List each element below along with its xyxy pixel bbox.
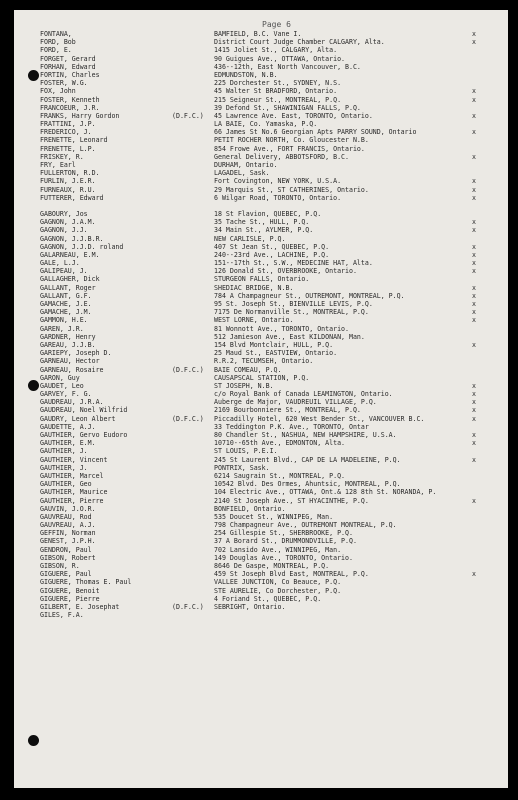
address: 254 Gillespie St., SHERBROOKE, P.Q. <box>214 529 353 538</box>
check-mark: x <box>472 300 476 308</box>
address: 37 A Borard St., DRUMMONDVILLE, P.Q. <box>214 537 357 546</box>
person-name: FONTANA, <box>40 30 72 38</box>
address: 25 Maud St., EASTVIEW, Ontario. <box>214 349 338 358</box>
person-name: GABOURY, Jos <box>40 209 88 218</box>
roster-row <box>14 267 508 275</box>
person-name: GAUDET, Leo <box>40 381 84 390</box>
person-name: GALLAGHER, Dick <box>40 275 100 284</box>
check-mark: x <box>472 226 476 235</box>
roster-row <box>14 120 508 128</box>
person-name: GAUVREAU, A.J. <box>40 521 96 530</box>
address: 95 St. Joseph St., BIENVILLE LEVIS, P.Q. <box>214 300 373 308</box>
person-name: GALIPEAU, J. <box>40 267 88 276</box>
roster-group-f <box>14 30 508 202</box>
address: 240--23rd Ave., LACHINE, P.Q. <box>214 250 330 259</box>
roster-row <box>14 333 508 341</box>
roster-row <box>14 128 508 136</box>
roster-row <box>14 243 508 251</box>
address: 39 Defond St., SHAWINIGAN FALLS, P.Q. <box>214 103 361 112</box>
person-name: FUTTERER, Edward <box>40 193 104 202</box>
address: 66 James St No.6 Georgian Apts PARRY SOUND, Ontario <box>214 128 417 137</box>
check-mark: x <box>472 193 476 202</box>
decoration: (D.F.C.) <box>172 365 204 374</box>
roster-row <box>14 177 508 185</box>
person-name: FORD, E. <box>40 46 72 55</box>
address: 45 Walter St BRADFORD, Ontario. <box>214 87 338 96</box>
address: 8646 De Gaspe, MONTREAL, P.Q. <box>214 562 330 570</box>
person-name: GIGUERE, Thomas E. Paul <box>40 578 132 587</box>
address: 10710--65th Ave., EDMONTON, Alta. <box>214 439 346 448</box>
check-mark: x <box>472 431 476 439</box>
roster-row <box>14 186 508 194</box>
roster-row <box>14 55 508 63</box>
check-mark: x <box>472 283 476 292</box>
address: 215 Seigneur St., MONTREAL, P.Q. <box>214 95 342 104</box>
person-name: GALARNEAU, E.M. <box>40 250 100 259</box>
address: 6 Wilgar Road, TORONTO, Ontario. <box>214 193 342 202</box>
roster-row <box>14 587 508 595</box>
person-name: GAUTHIER, Pierre <box>40 496 104 505</box>
check-mark: x <box>472 218 476 227</box>
person-name: GAUTHIER, Vincent <box>40 455 108 464</box>
roster-row <box>14 357 508 365</box>
roster-row <box>14 145 508 153</box>
check-mark: x <box>472 308 476 317</box>
address: 2169 Bourbonniere St., MONTREAL, P.Q. <box>214 406 361 415</box>
person-name: GARVEY, F. G. <box>40 390 92 399</box>
address: BAMFIELD, B.C. Vane I. <box>214 30 302 38</box>
person-name: GEFFIN, Norman <box>40 529 96 538</box>
person-name: GAMMON, H.E. <box>40 316 88 325</box>
person-name: GIBSON, Robert <box>40 553 96 562</box>
address: BONFIELD, Ontario. <box>214 504 286 513</box>
person-name: GAUTHIER, Marcel <box>40 471 104 480</box>
decoration: (D.F.C.) <box>172 602 204 611</box>
address: 459 St Joseph Blvd East, MONTREAL, P.Q. <box>214 570 369 579</box>
check-mark: x <box>472 128 476 137</box>
roster-row <box>14 562 508 570</box>
roster-row <box>14 284 508 292</box>
roster-row <box>14 226 508 234</box>
check-mark: x <box>472 38 476 47</box>
roster-row <box>14 497 508 505</box>
address: 29 Marquis St., ST CATHERINES, Ontario. <box>214 185 369 194</box>
address: ST LOUIS, P.E.I. <box>214 447 278 456</box>
roster-row <box>14 30 508 38</box>
person-name: FRISKEY, R. <box>40 152 84 161</box>
roster-row <box>14 505 508 513</box>
address: STURGEON FALLS, Ontario. <box>214 275 310 284</box>
roster-row <box>14 366 508 374</box>
address: 90 Guigues Ave., OTTAWA, Ontario. <box>214 54 346 63</box>
person-name: GAUVREAU, Rod <box>40 512 92 521</box>
check-mark: x <box>472 570 476 579</box>
address: VALLEE JUNCTION, Co Beauce, P.Q. <box>214 578 342 587</box>
address: WEST LORNE, Ontario. <box>214 316 294 325</box>
roster-row <box>14 292 508 300</box>
check-mark: x <box>472 87 476 96</box>
address: 6214 Saugrain St., MONTREAL, P.Q. <box>214 471 346 480</box>
check-mark: x <box>472 259 476 268</box>
address: SEBRIGHT, Ontario. <box>214 602 286 611</box>
roster-row <box>14 611 508 619</box>
roster-row <box>14 447 508 455</box>
address: 126 Donald St., OVERBROOKE, Ontario. <box>214 267 357 276</box>
person-name: FULLERTON, R.D. <box>40 169 100 178</box>
person-name: GIGUERE, Benoit <box>40 586 100 595</box>
address: 4 Foriand St., QUEBEC, P.Q. <box>214 594 322 603</box>
roster-row <box>14 104 508 112</box>
check-mark: x <box>472 439 476 448</box>
person-name: FORD, Bob <box>40 38 76 47</box>
check-mark: x <box>472 152 476 161</box>
person-name: GAMACHE, J.E. <box>40 300 92 308</box>
check-mark: x <box>472 242 476 251</box>
person-name: GAUTHIER, Gervo Eudoro <box>40 431 128 439</box>
roster-row <box>14 325 508 333</box>
check-mark: x <box>472 406 476 415</box>
roster-row <box>14 456 508 464</box>
address: DURHAM, Ontario. <box>214 161 278 169</box>
roster-row <box>14 112 508 120</box>
check-mark: x <box>472 250 476 259</box>
roster-row <box>14 235 508 243</box>
roster-row <box>14 218 508 226</box>
roster-row <box>14 300 508 308</box>
person-name: GARNEAU, Rosaire <box>40 365 104 374</box>
roster-row <box>14 480 508 488</box>
person-name: GAUDREAU, J.R.A. <box>40 398 104 407</box>
person-name: GARNEAU, Hector <box>40 357 100 366</box>
person-name: GAMACHE, J.M. <box>40 308 92 317</box>
roster-row <box>14 161 508 169</box>
address: 854 Frowe Ave., FORT FRANCIS, Ontario. <box>214 144 365 153</box>
address: 512 Jamieson Ave., East KILDONAN, Man. <box>214 332 365 341</box>
person-name: GALLANT, G.F. <box>40 291 92 300</box>
roster-row <box>14 349 508 357</box>
address: 225 Dorchester St., SYDNEY, N.S. <box>214 79 342 88</box>
roster-row <box>14 308 508 316</box>
person-name: GAUDETTE, A.J. <box>40 422 96 431</box>
check-mark: x <box>472 291 476 300</box>
roster-row <box>14 275 508 283</box>
address: 35 Tache St., HULL, P.Q. <box>214 218 310 227</box>
address: 33 Teddington P.K. Ave., TORONTO, Ontar <box>214 422 369 431</box>
check-mark: x <box>472 30 476 38</box>
person-name: GIGUERE, Paul <box>40 570 92 579</box>
roster-row <box>14 521 508 529</box>
roster-row <box>14 194 508 202</box>
person-name: GAUTHIER, E.M. <box>40 439 96 448</box>
roster-row <box>14 153 508 161</box>
punch-hole <box>28 735 39 746</box>
person-name: GIGUERE, Pierre <box>40 594 100 603</box>
address: NEW CARLISLE, P.Q. <box>214 234 286 243</box>
page-number: Page 6 <box>262 20 291 29</box>
person-name: GAGNON, J.A.M. <box>40 218 96 227</box>
address: 407 St Jean St., QUEBEC, P.Q. <box>214 242 330 251</box>
check-mark: x <box>472 316 476 325</box>
address: c/o Royal Bank of Canada LEAMINGTON, Ontario. <box>214 390 393 399</box>
person-name: FRENETTE, L.P. <box>40 144 96 153</box>
document-page <box>14 10 508 788</box>
decoration: (D.F.C.) <box>172 111 204 120</box>
person-name: GARON, Guy <box>40 373 80 382</box>
address: 10542 Blvd. Des Ormes, Ahuntsic, MONTREAL, P.Q. <box>214 480 401 489</box>
check-mark: x <box>472 111 476 120</box>
address: R.R.2, TECUMSEH, Ontario. <box>214 357 314 366</box>
address: ST JOSEPH, N.B. <box>214 381 274 390</box>
address: 245 St Laurent Blvd., CAP DE LA MADELEINE, P.Q. <box>214 455 401 464</box>
roster-row <box>14 488 508 496</box>
roster-row <box>14 136 508 144</box>
roster-row <box>14 595 508 603</box>
address: STE AURELIE, Co Dorchester, P.Q. <box>214 586 342 595</box>
person-name: FREDERICO, J. <box>40 128 92 137</box>
roster-row <box>14 415 508 423</box>
person-name: GAUTHIER, J. <box>40 447 88 456</box>
address: Piccadilly Hotel, 620 West Bender St., VANCOUVER B.C. <box>214 414 425 423</box>
roster-list <box>14 30 508 619</box>
address: EDMUNDSTON, N.B. <box>214 70 278 79</box>
roster-row <box>14 537 508 545</box>
person-name: GAGNON, J.J. <box>40 226 88 235</box>
roster-row <box>14 546 508 554</box>
address: BAIE COMEAU, P.Q. <box>214 365 282 374</box>
person-name: FOX, John <box>40 87 76 96</box>
roster-row <box>14 578 508 586</box>
check-mark: x <box>472 414 476 423</box>
roster-group-g <box>14 210 508 619</box>
address: 149 Douglas Ave., TORONTO, Ontario. <box>214 553 353 562</box>
person-name: GILES, F.A. <box>40 611 84 620</box>
roster-row <box>14 210 508 218</box>
check-mark: x <box>472 95 476 104</box>
roster-row <box>14 464 508 472</box>
roster-row <box>14 513 508 521</box>
roster-row <box>14 406 508 414</box>
person-name: GAUTHIER, Geo <box>40 480 92 489</box>
person-name: GAUTHIER, J. <box>40 463 88 472</box>
person-name: GAUVIN, J.O.R. <box>40 504 96 513</box>
address: 154 Blvd Montclair, HULL, P.Q. <box>214 340 334 349</box>
roster-row <box>14 390 508 398</box>
person-name: FURLIN, J.E.R. <box>40 177 96 186</box>
check-mark: x <box>472 340 476 349</box>
person-name: GAGNON, J.J.D. roland <box>40 242 124 251</box>
check-mark: x <box>472 496 476 505</box>
person-name: GARDNER, Henry <box>40 332 96 341</box>
person-name: FRY, Earl <box>40 161 76 169</box>
address: 784 A Champagneur St., OUTREMONT, MONTREAL, P.Q. <box>214 291 405 300</box>
address: General Delivery, ABBOTSFORD, B.C. <box>214 152 349 161</box>
roster-row <box>14 251 508 259</box>
decoration: (D.F.C.) <box>172 414 204 423</box>
check-mark: x <box>472 455 476 464</box>
roster-row <box>14 382 508 390</box>
roster-row <box>14 570 508 578</box>
person-name: FURNEAUX, R.U. <box>40 185 96 194</box>
address: 2140 St Joseph Ave., ST HYACINTHE, P.Q. <box>214 496 369 505</box>
address: PETIT ROCHER NORTH, Co. Gloucester N.B. <box>214 136 369 145</box>
person-name: GALE, L.J. <box>40 259 80 268</box>
person-name: GALLANT, Roger <box>40 283 96 292</box>
person-name: GAUTHIER, Maurice <box>40 488 108 497</box>
check-mark: x <box>472 390 476 399</box>
roster-row <box>14 554 508 562</box>
person-name: GAUDRY, Leon Albert <box>40 414 116 423</box>
address: LAGADEL, Sask. <box>214 169 270 178</box>
address: 80 Chandler St., NASHUA, NEW HAMPSHIRE, U.S.A. <box>214 431 397 439</box>
person-name: GAGNON, J.J.B.R. <box>40 234 104 243</box>
roster-row <box>14 472 508 480</box>
address: SHEDIAC BRIDGE, N.B. <box>214 283 294 292</box>
roster-row <box>14 46 508 54</box>
check-mark: x <box>472 185 476 194</box>
check-mark: x <box>472 177 476 186</box>
roster-row <box>14 71 508 79</box>
address: 104 Electric Ave., OTTAWA, Ont.& 128 8th St. NORANDA, P. <box>214 488 437 497</box>
address: 1415 Joliet St., CALGARY, Alta. <box>214 46 338 55</box>
check-mark: x <box>472 267 476 276</box>
person-name: FRANKS, Harry Gordon <box>40 111 120 120</box>
person-name: FORGET, Gerard <box>40 54 96 63</box>
address: PONTRIX, Sask. <box>214 463 270 472</box>
group-spacer <box>14 202 508 210</box>
roster-row <box>14 398 508 406</box>
roster-row <box>14 374 508 382</box>
address: 535 Doucet St., WINNIPEG, Man. <box>214 512 334 521</box>
address: Fort Covington, NEW YORK, U.S.A. <box>214 177 342 186</box>
address: 702 Lansido Ave., WINNIPEG, Man. <box>214 545 342 554</box>
person-name: FRENETTE, Leonard <box>40 136 108 145</box>
address: Auberge de Major, VAUDREUIL VILLAGE, P.Q. <box>214 398 377 407</box>
person-name: FOSTER, Kenneth <box>40 95 100 104</box>
roster-row <box>14 79 508 87</box>
check-mark: x <box>472 381 476 390</box>
person-name: FORHAN, Edward <box>40 62 96 71</box>
address: 45 Lawrence Ave. East, TORONTO, Ontario. <box>214 111 373 120</box>
address: 34 Main St., AYLMER, P.Q. <box>214 226 314 235</box>
check-mark: x <box>472 398 476 407</box>
person-name: FRATTINI, J.P. <box>40 120 96 129</box>
roster-row <box>14 96 508 104</box>
roster-row <box>14 529 508 537</box>
roster-row <box>14 341 508 349</box>
person-name: GAREAU, J.J.B. <box>40 340 96 349</box>
person-name: FRANCOEUR, J.R. <box>40 103 100 112</box>
address: LA BAIE, Co. Yamaska, P.Q. <box>214 120 318 129</box>
person-name: GAREN, J.R. <box>40 324 84 333</box>
roster-row <box>14 423 508 431</box>
address: CAUSAPSCAL STATION, P.Q. <box>214 373 310 382</box>
person-name: GARIEPY, Joseph D. <box>40 349 112 358</box>
address: 18 St Flavion, QUEBEC, P.Q. <box>214 209 322 218</box>
roster-row <box>14 169 508 177</box>
address: 81 Wonnott Ave., TORONTO, Ontario. <box>214 324 349 333</box>
address: 798 Champagneur Ave., OUTREMONT MONTREAL, P.Q. <box>214 521 397 530</box>
roster-row <box>14 259 508 267</box>
roster-row <box>14 87 508 95</box>
person-name: FOSTER, W.G. <box>40 79 88 88</box>
person-name: GENEST, J.P.H. <box>40 537 96 546</box>
roster-row <box>14 439 508 447</box>
address: 7175 De Normanville St., MONTREAL, P.Q. <box>214 308 369 317</box>
person-name: GIBSON, R. <box>40 562 80 570</box>
roster-row <box>14 63 508 71</box>
person-name: GENDRON, Paul <box>40 545 92 554</box>
person-name: GILBERT, E. Josephat <box>40 602 120 611</box>
address: 436--12th, East North Vancouver, B.C. <box>214 62 361 71</box>
person-name: FORTIN, Charles <box>40 70 100 79</box>
person-name: GAUDREAU, Noel Wilfrid <box>40 406 128 415</box>
address: District Court Judge Chamber CALGARY, Alta. <box>214 38 385 47</box>
address: 151--17th St., S.W., MEDECINE HAT, Alta. <box>214 259 373 268</box>
roster-row <box>14 316 508 324</box>
roster-row <box>14 431 508 439</box>
roster-row <box>14 38 508 46</box>
roster-row <box>14 603 508 611</box>
